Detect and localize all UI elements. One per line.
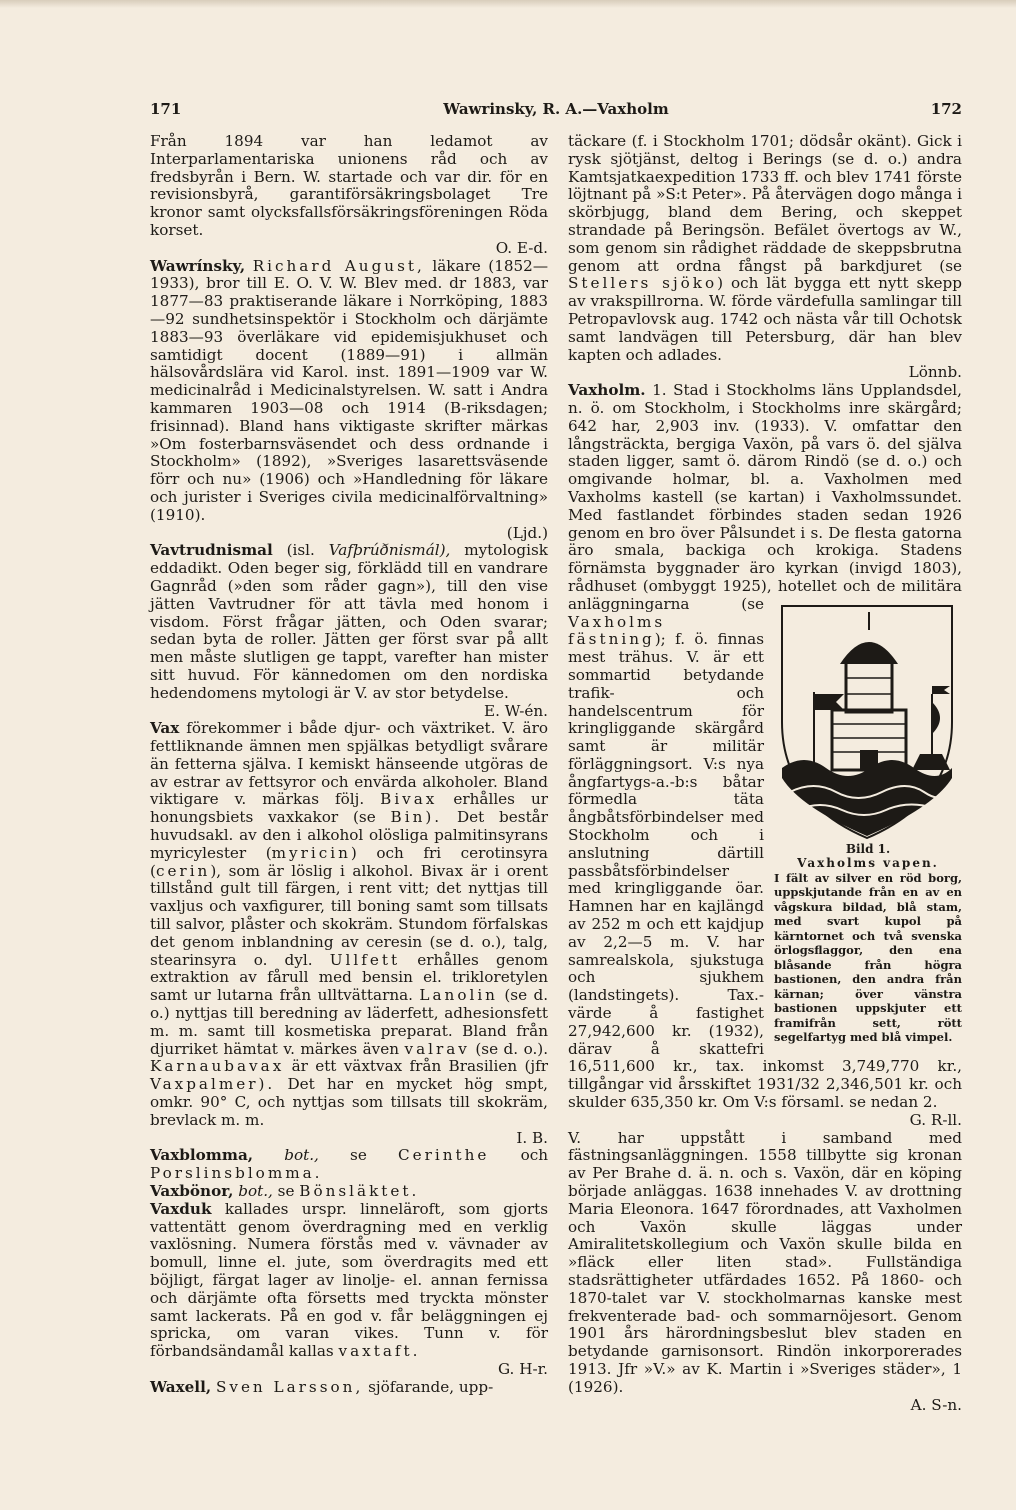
entry-waxell: Waxell, Sven Larsson, sjöfarande, upp- xyxy=(150,1377,494,1396)
page-number-left: 171 xyxy=(150,100,182,118)
headword: Waxell, xyxy=(150,1377,212,1396)
signature: G. H-r. xyxy=(497,1359,548,1378)
figure-description: I fält av silver en röd borg, uppskjutande från en av en vågskura bildad, blå stam, med svart kupol på kärntornet och två svenska örlogsflaggor, den ena blåsande från högra bastionen, den andra från kärnan; över vänstra bastionen uppskjuter ett framifrån sett, rött segelfartyg med blå vimpel. xyxy=(774,870,962,1045)
running-title: Wawrinsky, R. A.—Vaxholm xyxy=(443,100,669,118)
headword: Vaxduk xyxy=(150,1199,212,1218)
entry-vaxholm-history: V. har uppstått i samband med fästningsanläggningen. 1558 tillbytte sig kronan av Per Brahe d. ä. n. och s. Vaxön, där en köping började anläggas. 1638 innehades V. av drottning Maria Eleonora. 1647 förordnades, att Vaxholmen och Vaxön skulle läggas under Amiralitetskollegium och Vaxön skulle bilda en »fläck eller liten stad». Fullständiga stadsrättigheter utfärdades 1652. På 1860- och 1870-talet var V. stockholmarnas kanske mest frekventerade bad- och sommarnöjesort. Genom 1901 års härordningsbeslut blev staden en betydande garnisonsort. Rindön inkorporerades 1913. Jfr »V.» av K. Martin i »Sveriges städer», 1 (1926). A. S-n. xyxy=(568,1128,962,1414)
entry-vax: Vax förekommer i både djur- och växtriket. V. äro fettliknande ämnen men spjälkas betydligt svårare än fetterna själva. I kemiskt hänseende utgöras de av estrar av fettsyror och envärda alkoholer. Bland viktigare v. märkas följ. Bivax erhålles ur honungsbiets vaxkakor (se Bin). Det består huvudsakl. av den i alkohol olösliga palmitinsyrans myricylester (myricin) och fri cerotinsyra (cerin), som är löslig i alkohol. Bivax är i orent tillstånd gult till färgen, i rent vitt; det nyttjas till vaxljus och vaxfigurer, till boning samt som tillsats till salvor, plåster och skokräm. Stundom förfalskas det genom inblandning av ceresin (se d. o.), talg, stearinsyra o. dyl. Ullfett erhålles genom extraktion av fårull med bensin el. trikloretylen samt ur lutarna från ulltvättarna. Lanolin (se d. o.) nyttjas till beredning av läderfett, adhesionsfett m. m. samt till kosmetiska preparat. Bland från djurriket hämtat v. märkes även valrav (se d. o.). Karnaubavax är ett växtvax från Brasilien (jfr Vaxpalmer). Det har en mycket hög smpt, omkr. 90° C, och nyttjas som tillsats till skokräm, brevlack m. m. I. B. xyxy=(150,719,549,1147)
signature: G. R-ll. xyxy=(909,1110,962,1129)
headword: Vaxblomma, xyxy=(150,1146,254,1165)
signature: I. B. xyxy=(516,1128,548,1147)
coat-of-arms-icon xyxy=(774,602,960,842)
page-number-right: 172 xyxy=(930,100,962,118)
figure-vaxholm-arms xyxy=(774,602,962,1045)
entry-vaxduk: Vaxduk kallades urspr. linneläroft, som gjorts vattentätt genom överdragning med en verklig vaxlösning. Numera förstås med v. vävnader av bomull, linne el. jute, som överdragits med ett böjligt, färgat lager av linolje- el. annan fernissa och därjämte ofta försetts med tryckta mönster samt lackerats. På en god v. får beläggningen ej spricka, om varan vikes. Tunn v. för förbandsändamål kallas vaxtaft. G. H-r. xyxy=(150,1199,549,1378)
signature: A. S-n. xyxy=(910,1395,962,1414)
page-edge xyxy=(0,0,1016,8)
headword: Vaxbönor, xyxy=(150,1182,234,1201)
headword: Vavtrudnismal xyxy=(150,541,273,560)
running-header xyxy=(150,100,962,126)
headword: Vax xyxy=(150,719,180,738)
entry-vaxbonor: Vaxbönor, bot., se Bönsläktet. xyxy=(150,1182,420,1201)
entry-waxell-continued: täckare (f. i Stockholm 1701; dödsår okänt). Gick i rysk sjötjänst, deltog i Berings (se d. o.) andra Kamtsjatkaexpedition 1733 ff. och blev 1741 förste löjtnant på »S:t Peter». På återvägen dogo många i skörbjugg, bland dem Bering, och skeppet strandade på Beringsön. Befälet övertogs av W., som genom sin rådighet räddade de skeppsbrutna genom att ordna fångst på barkdjuret (se Stellers sjöko) och lät bygga ett nytt skepp av vrakspillrorna. W. förde värdefulla samlingar till Petropavlovsk aug. 1742 och nästa vår till Ochotsk samt landvägen till Petersburg, där han blev kapten och adlades. Lönnb. xyxy=(568,132,962,382)
entry-wawrinsky: Wawrínsky, Richard August, läkare (1852—1933), bror till E. O. V. W. Blev med. dr 1883, var 1877—83 praktiserande läkare i Norrköping, 1883—92 sundhetsinspektör i Stockholm och därjämte 1883—93 överläkare vid epidemisjukhuset och samtidigt docent (1889—91) i allmän hälsovårdslära vid Karol. inst. 1891—1909 var W. medicinalråd i Medicinalstyrelsen. W. satt i Andra kammaren 1903—08 och 1914 (B-riksdagen; frisinnad). Bland hans viktigaste skrifter märkas »Om fosterbarnsväsendet och dess ordnande i Stockholm» (1892), »Sveriges lasarettsväsende förr och nu» (1906) och »Handledning för läkare och jurister i Sveriges civila medicinalförvaltning» (1910). (Ljd.) xyxy=(150,256,549,542)
entry-interparlament: Från 1894 var han ledamot av Interparlamentariska unionens råd och av fredsbyrån i Bern. W. startade och var dir. för en revisionsbyrå, garantiförsäkringsbolaget Tre kronor samt olycksfallsförsäkringsföreningen Röda korset. O. E-d. xyxy=(150,132,548,257)
signature: (Ljd.) xyxy=(506,523,548,542)
entry-vavtrudnismal: Vavtrudnismal (isl. Vafþrúðnismál), mytologisk eddadikt. Oden beger sig, förklädd till en vandrare Gagnråd (»den som råder gagn»), till den vise jätten Vavtrudner för att tävla med honom i visdom. Först frågar jätten, och Oden svarar; sedan byta de roller. Jätten ger först svar på allt men måste slutligen ge tappt, varefter han mister sitt huvud. För kännedomen om den nordiska hedendomens mytologi är V. av stor betydelse. E. W-én. xyxy=(150,541,548,720)
entry-vaxblomma: Vaxblomma, bot., se Cerinthe och Porslinsblomma. xyxy=(150,1146,549,1183)
headword: Wawrínsky, xyxy=(150,256,246,275)
entry-vaxholm: Vaxholm. 1. Stad i Stockholms läns Upplandsdel, n. ö. om Stockholm, i Stockholms inre skärgård; 642 har, 2,903 inv. (1933). V. omfattar den långsträckta, bergiga Vaxön, på vars ö. del själva staden ligger, samt ö. därom Rindö (se d. o.) och omgivande holmar, bl. a. Vaxholmen med Vaxholms kastell (se kartan) i Vaxholmssundet. Med fastlandet förbindes staden sedan 1926 genom en bro över Pålsundet i s. De flesta gatorna äro smala, backiga och krokiga. Stadens förnämsta byggnader äro kyrkan (invigd 1803), rådhuset (ombyggt 1925), hotellet och de militära anläggningarna (se Bild 1. Vaxholms vapen. I fält av silver en röd borg, uppskjutande från en av en vågskura bildad, blå stam, med svart kupol på kärntornet och två svenska örlogsflaggor, den ena blåsande från högra bastionen, den andra från kärnan; över vänstra bastionen uppskjuter ett framifrån sett, rött segelfartyg med blå vimpel. Vaxholms fästning); f. ö. finnas mest trähus. V. är ett sommartid betydande trafik- och handelscentrum för kringliggande skärgård samt är militär förläggningsort. V:s nya ångfartygs-a.-b:s båtar förmedla täta ångbåtsförbindelser med Stockholm och i anslutning därtill passbåtsförbindelser med kringliggande öar. Hamnen har en kajlängd av 252 m och ett kajdjup av 2,2—5 m. V. har samrealskola, sjukstuga och sjukhem (landstingets). Tax.-värde å fastighet 27,942,600 kr. (1932), därav å skattefri 16,511,600 kr., tax. inkomst 3,749,770 kr., tillgångar vid årsskiftet 1931/32 2,346,501 kr. och skulder 635,350 kr. Om V:s församl. se nedan 2. G. R-ll. xyxy=(568,381,962,1129)
signature: O. E-d. xyxy=(495,238,548,257)
right-column xyxy=(568,133,962,1414)
signature: E. W-én. xyxy=(484,701,548,720)
figure-caption: Bild 1. Vaxholms vapen. xyxy=(797,841,939,871)
headword: Vaxholm. xyxy=(568,381,646,400)
signature: Lönnb. xyxy=(908,363,962,382)
left-column xyxy=(150,133,548,1397)
